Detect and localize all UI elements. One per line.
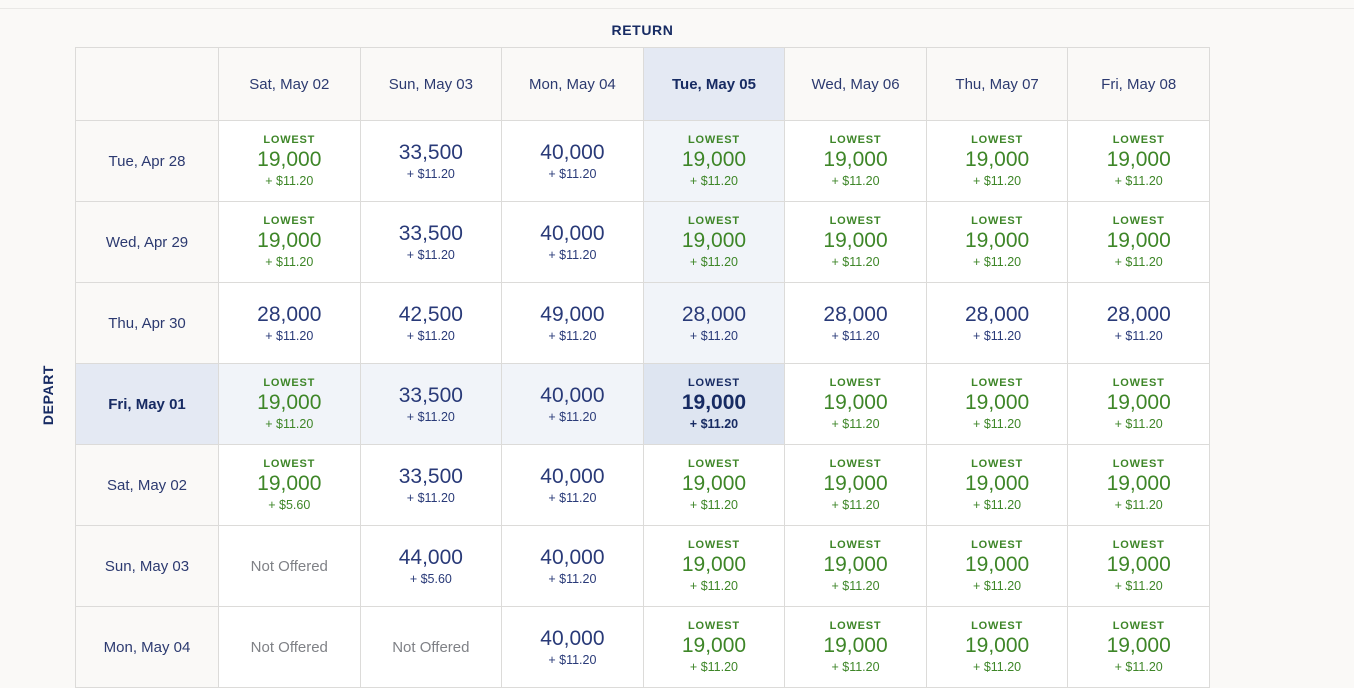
miles-price: 19,000 [1106,553,1171,576]
depart-header-wed-apr-29: Wed, Apr 29 [76,202,219,283]
lowest-badge: LOWEST [829,539,882,551]
lowest-badge: LOWEST [1112,377,1165,389]
lowest-badge: LOWEST [971,215,1024,227]
fare-cell-wed-apr-29-x-fri-may-08[interactable] [1068,202,1210,283]
lowest-badge: LOWEST [688,458,740,470]
miles-price: 28,000 [964,303,1030,326]
lowest-badge: LOWEST [829,458,882,470]
depart-header-sun-may-03: Sun, May 03 [76,526,219,607]
miles-price: 19,000 [681,634,747,657]
fare-cell-fri-may-01-x-sat-may-02[interactable] [219,364,361,445]
fare-cell-tue-apr-28-x-tue-may-05[interactable] [643,121,785,202]
taxes-fees: + $11.20 [406,329,455,343]
taxes-fees: + $11.20 [548,410,597,424]
lowest-badge: LOWEST [688,620,740,632]
taxes-fees: + $11.20 [973,417,1022,431]
miles-price: 40,000 [540,141,605,164]
fare-cell-sun-may-03-x-tue-may-05[interactable] [643,526,785,607]
fare-cell-thu-apr-30-x-wed-may-06[interactable] [785,283,927,364]
taxes-fees: + $5.60 [268,498,311,512]
taxes-fees: + $11.20 [548,653,597,667]
miles-price: 28,000 [681,303,747,326]
taxes-fees: + $11.20 [831,174,880,188]
depart-row-wed-apr-29 [76,202,1210,283]
depart-header-fri-may-01: Fri, May 01 [76,364,219,445]
miles-price: 40,000 [540,465,605,488]
not-offered-label: Not Offered [250,557,328,575]
taxes-fees: + $11.20 [831,417,880,431]
miles-price: 19,000 [964,634,1030,657]
taxes-fees: + $11.20 [548,491,597,505]
lowest-badge: LOWEST [829,134,882,146]
miles-price: 19,000 [823,391,888,414]
miles-price: 19,000 [964,148,1030,171]
lowest-badge: LOWEST [1112,458,1165,470]
lowest-badge: LOWEST [829,377,882,389]
fare-cell-tue-apr-28-x-wed-may-06[interactable] [785,121,927,202]
taxes-fees: + $11.20 [548,248,597,262]
corner-cell [76,48,219,121]
fare-cell-tue-apr-28-x-fri-may-08[interactable] [1068,121,1210,202]
lowest-badge: LOWEST [971,620,1024,632]
taxes-fees: + $11.20 [831,255,880,269]
taxes-fees: + $11.20 [973,329,1022,343]
taxes-fees: + $5.60 [409,572,452,586]
miles-price: 19,000 [823,472,888,495]
miles-price: 19,000 [257,148,322,171]
fare-cell-fri-may-01-x-sun-may-03[interactable] [360,364,502,445]
depart-row-fri-may-01 [76,364,1210,445]
taxes-fees: + $11.20 [689,660,738,674]
fare-cell-sun-may-03-x-sun-may-03[interactable] [360,526,502,607]
taxes-fees: + $11.20 [1114,498,1163,512]
fare-cell-thu-apr-30-x-fri-may-08[interactable] [1068,283,1210,364]
lowest-badge: LOWEST [829,215,882,227]
depart-row-thu-apr-30 [76,283,1210,364]
taxes-fees: + $11.20 [265,174,314,188]
lowest-badge: LOWEST [263,134,316,146]
taxes-fees: + $11.20 [973,498,1022,512]
taxes-fees: + $11.20 [1114,255,1163,269]
miles-price: 19,000 [823,634,888,657]
fare-cell-sun-may-03-x-sat-may-02 [219,526,361,607]
taxes-fees: + $11.20 [689,255,738,269]
lowest-badge: LOWEST [971,539,1024,551]
miles-price: 19,000 [257,391,322,414]
taxes-fees: + $11.20 [548,572,597,586]
depart-row-mon-may-04 [76,607,1210,688]
fare-cell-sat-may-02-x-sun-may-03[interactable] [360,445,502,526]
fare-cell-thu-apr-30-x-mon-may-04[interactable] [502,283,644,364]
fare-cell-tue-apr-28-x-sun-may-03[interactable] [360,121,502,202]
fare-cell-thu-apr-30-x-tue-may-05[interactable] [643,283,785,364]
taxes-fees: + $11.20 [548,329,597,343]
taxes-fees: + $11.20 [689,174,738,188]
fare-cell-sat-may-02-x-thu-may-07[interactable] [926,445,1068,526]
taxes-fees: + $11.20 [831,329,880,343]
miles-price: 19,000 [681,391,747,414]
fare-cell-tue-apr-28-x-sat-may-02[interactable] [219,121,361,202]
miles-price: 33,500 [398,222,463,245]
depart-rows [76,121,1210,688]
lowest-badge: LOWEST [688,134,740,146]
miles-price: 49,000 [540,303,605,326]
miles-price: 19,000 [1106,229,1171,252]
fare-cell-wed-apr-29-x-sun-may-03[interactable] [360,202,502,283]
fare-cell-tue-apr-28-x-mon-may-04[interactable] [502,121,644,202]
return-header-fri-may-08: Fri, May 08 [1068,48,1210,121]
not-offered-label: Not Offered [392,638,470,656]
return-header-wed-may-06: Wed, May 06 [785,48,927,121]
miles-price: 19,000 [823,229,888,252]
fare-cell-mon-may-04-x-sun-may-03 [360,607,502,688]
taxes-fees: + $11.20 [831,498,880,512]
return-header-tue-may-05: Tue, May 05 [643,48,785,121]
fare-cell-mon-may-04-x-tue-may-05[interactable] [643,607,785,688]
lowest-badge: LOWEST [971,458,1024,470]
miles-price: 28,000 [257,303,322,326]
taxes-fees: + $11.20 [973,255,1022,269]
fare-cell-fri-may-01-x-thu-may-07[interactable] [926,364,1068,445]
fare-cell-mon-may-04-x-thu-may-07[interactable] [926,607,1068,688]
taxes-fees: + $11.20 [831,660,880,674]
fare-cell-sat-may-02-x-fri-may-08[interactable] [1068,445,1210,526]
miles-price: 19,000 [823,553,888,576]
depart-header-sat-may-02: Sat, May 02 [76,445,219,526]
miles-price: 40,000 [540,546,605,569]
lowest-badge: LOWEST [688,539,740,551]
taxes-fees: + $11.20 [689,579,738,593]
fare-cell-fri-may-01-x-fri-may-08[interactable] [1068,364,1210,445]
miles-price: 40,000 [540,384,605,407]
award-calendar-matrix [75,47,1210,688]
taxes-fees: + $11.20 [406,167,455,181]
lowest-badge: LOWEST [1112,215,1165,227]
fare-cell-sat-may-02-x-tue-may-05[interactable] [643,445,785,526]
return-header-sun-may-03: Sun, May 03 [360,48,502,121]
fare-cell-tue-apr-28-x-thu-may-07[interactable] [926,121,1068,202]
miles-price: 19,000 [681,229,747,252]
taxes-fees: + $11.20 [1114,579,1163,593]
miles-price: 19,000 [681,472,747,495]
return-header-thu-may-07: Thu, May 07 [926,48,1068,121]
miles-price: 19,000 [1106,634,1171,657]
taxes-fees: + $11.20 [689,498,738,512]
taxes-fees: + $11.20 [406,248,455,262]
miles-price: 19,000 [1106,472,1171,495]
lowest-badge: LOWEST [263,377,316,389]
taxes-fees: + $11.20 [1114,660,1163,674]
miles-price: 44,000 [398,546,463,569]
lowest-badge: LOWEST [688,215,740,227]
miles-price: 33,500 [398,384,463,407]
taxes-fees: + $11.20 [265,255,314,269]
lowest-badge: LOWEST [263,215,316,227]
fare-cell-thu-apr-30-x-sun-may-03[interactable] [360,283,502,364]
miles-price: 19,000 [964,229,1030,252]
taxes-fees: + $11.20 [831,579,880,593]
miles-price: 33,500 [398,141,463,164]
return-header-sat-may-02: Sat, May 02 [219,48,361,121]
lowest-badge: LOWEST [1112,539,1165,551]
miles-price: 19,000 [257,229,322,252]
return-dates-header-row [76,48,1210,121]
miles-price: 19,000 [681,148,747,171]
taxes-fees: + $11.20 [689,329,738,343]
lowest-badge: LOWEST [829,620,882,632]
miles-price: 19,000 [257,472,322,495]
taxes-fees: + $11.20 [548,167,597,181]
fare-cell-mon-may-04-x-mon-may-04[interactable] [502,607,644,688]
miles-price: 40,000 [540,222,605,245]
miles-price: 19,000 [823,148,888,171]
miles-price: 19,000 [1106,391,1171,414]
lowest-badge: LOWEST [971,377,1024,389]
miles-price: 19,000 [681,553,747,576]
taxes-fees: + $11.20 [973,579,1022,593]
fare-cell-thu-apr-30-x-thu-may-07[interactable] [926,283,1068,364]
page-top-divider [0,8,1354,9]
fare-cell-sun-may-03-x-wed-may-06[interactable] [785,526,927,607]
lowest-badge: LOWEST [1112,134,1165,146]
taxes-fees: + $11.20 [406,491,455,505]
fare-cell-sun-may-03-x-thu-may-07[interactable] [926,526,1068,607]
taxes-fees: + $11.20 [973,660,1022,674]
not-offered-label: Not Offered [250,638,328,656]
lowest-badge: LOWEST [971,134,1024,146]
depart-axis-label: DEPART [40,364,56,426]
fare-cell-wed-apr-29-x-thu-may-07[interactable] [926,202,1068,283]
miles-price: 19,000 [964,391,1030,414]
miles-price: 19,000 [964,472,1030,495]
depart-header-tue-apr-28: Tue, Apr 28 [76,121,219,202]
taxes-fees: + $11.20 [1114,174,1163,188]
taxes-fees: + $11.20 [1114,329,1163,343]
taxes-fees: + $11.20 [1114,417,1163,431]
fare-cell-wed-apr-29-x-mon-may-04[interactable] [502,202,644,283]
lowest-badge: LOWEST [263,458,316,470]
miles-price: 28,000 [823,303,888,326]
taxes-fees: + $11.20 [973,174,1022,188]
miles-price: 33,500 [398,465,463,488]
fare-cell-sat-may-02-x-sat-may-02[interactable] [219,445,361,526]
depart-header-thu-apr-30: Thu, Apr 30 [76,283,219,364]
fare-cell-mon-may-04-x-wed-may-06[interactable] [785,607,927,688]
lowest-badge: LOWEST [688,377,740,389]
fare-cell-thu-apr-30-x-sat-may-02[interactable] [219,283,361,364]
depart-header-mon-may-04: Mon, May 04 [76,607,219,688]
return-header-mon-may-04: Mon, May 04 [502,48,644,121]
taxes-fees: + $11.20 [265,417,314,431]
lowest-badge: LOWEST [1112,620,1165,632]
fare-cell-sun-may-03-x-mon-may-04[interactable] [502,526,644,607]
miles-price: 40,000 [540,627,605,650]
taxes-fees: + $11.20 [406,410,455,424]
depart-row-sun-may-03 [76,526,1210,607]
fare-cell-sat-may-02-x-wed-may-06[interactable] [785,445,927,526]
taxes-fees: + $11.20 [689,417,739,431]
fare-cell-mon-may-04-x-sat-may-02 [219,607,361,688]
miles-price: 28,000 [1106,303,1171,326]
miles-price: 42,500 [398,303,463,326]
taxes-fees: + $11.20 [265,329,314,343]
miles-price: 19,000 [964,553,1030,576]
return-axis-label: RETURN [611,22,674,38]
fare-cell-sun-may-03-x-fri-may-08[interactable] [1068,526,1210,607]
fare-cell-sat-may-02-x-mon-may-04[interactable] [502,445,644,526]
depart-row-tue-apr-28 [76,121,1210,202]
fare-cell-fri-may-01-x-tue-may-05[interactable] [643,364,785,445]
miles-price: 19,000 [1106,148,1171,171]
fare-cell-fri-may-01-x-mon-may-04[interactable] [502,364,644,445]
fare-cell-wed-apr-29-x-wed-may-06[interactable] [785,202,927,283]
fare-cell-wed-apr-29-x-tue-may-05[interactable] [643,202,785,283]
depart-row-sat-may-02 [76,445,1210,526]
fare-cell-mon-may-04-x-fri-may-08[interactable] [1068,607,1210,688]
fare-cell-wed-apr-29-x-sat-may-02[interactable] [219,202,361,283]
fare-cell-fri-may-01-x-wed-may-06[interactable] [785,364,927,445]
